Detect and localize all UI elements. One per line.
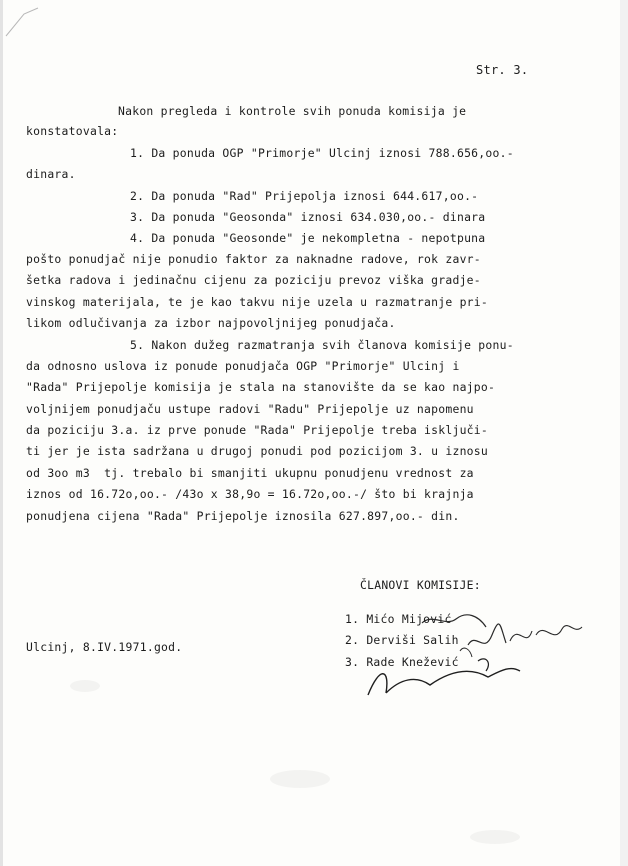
body-line-10: vinskog materijala, te je kao takvu nije uzela u razmatranje pri- xyxy=(26,295,489,309)
body-line-7: 4. Da ponuda "Geosonde" je nekompletna - nepotpuna xyxy=(130,231,486,245)
body-line-14: "Rada" Prijepolje komisija je stala na stanovište da se kao najpo- xyxy=(26,380,496,394)
paper-smudge xyxy=(470,830,520,844)
body-line-3: 1. Da ponuda OGP "Primorje" Ulcinj iznosi 788.656,oo.- xyxy=(130,146,514,160)
body-line-1: Nakon pregleda i kontrole svih ponuda komisija je xyxy=(118,104,467,118)
body-line-12: 5. Nakon dužeg razmatranja svih članova komisije ponu- xyxy=(130,338,514,352)
page-number: Str. 3. xyxy=(476,63,529,77)
page-edge-left xyxy=(0,0,3,866)
folded-corner-mark xyxy=(4,6,50,40)
body-line-8: pošto ponudjač nije ponudio faktor za naknadne radove, rok zavr- xyxy=(26,252,481,266)
body-line-17: ti jer je ista sadržana u drugoj ponudi pod pozicijom 3. u iznosu xyxy=(26,444,489,458)
body-line-20: ponudjena cijena "Rada" Prijepolje iznosila 627.897,oo.- din. xyxy=(26,509,460,523)
body-line-19: iznos od 16.72o,oo.- /43o x 38,9o = 16.72o,oo.-/ što bi krajnja xyxy=(26,487,474,501)
commission-heading: ČLANOVI KOMISIJE: xyxy=(360,578,481,592)
commission-member-2: 2. Derviši Salih xyxy=(345,633,459,647)
body-line-13: da odnosno uslova iz ponude ponudjača OGP "Primorje" Ulcinj i xyxy=(26,359,460,373)
body-line-6: 3. Da ponuda "Geosonda" iznosi 634.030,oo.- dinara xyxy=(130,210,486,224)
paper-smudge xyxy=(70,680,100,692)
handwritten-signatures xyxy=(360,605,600,705)
body-line-9: šetka radova i jedinačnu cijenu za poziciju prevoz viška gradje- xyxy=(26,273,481,287)
place-date: Ulcinj, 8.IV.1971.god. xyxy=(26,640,183,654)
commission-member-1: 1. Mićo Mijović xyxy=(345,612,452,626)
body-line-15: voljnijem ponudjaču ustupe radovi "Radu" Prijepolje uz napomenu xyxy=(26,402,474,416)
body-line-16: da poziciju 3.a. iz prve ponude "Rada" Prijepolje treba isključi- xyxy=(26,423,489,437)
page-edge-right xyxy=(620,0,628,866)
body-line-11: likom odlučivanja za izbor najpovoljnijeg ponudjača. xyxy=(26,316,396,330)
body-line-18: od 3oo m3 tj. trebalo bi smanjiti ukupnu ponudjenu vrednost za xyxy=(26,466,474,480)
commission-member-3: 3. Rade Knežević xyxy=(345,655,459,669)
body-line-4: dinara. xyxy=(26,167,76,181)
body-line-2: konstatovala: xyxy=(26,124,119,138)
paper-smudge xyxy=(270,770,330,788)
body-line-5: 2. Da ponuda "Rad" Prijepolja iznosi 644.617,oo.- xyxy=(130,189,479,203)
